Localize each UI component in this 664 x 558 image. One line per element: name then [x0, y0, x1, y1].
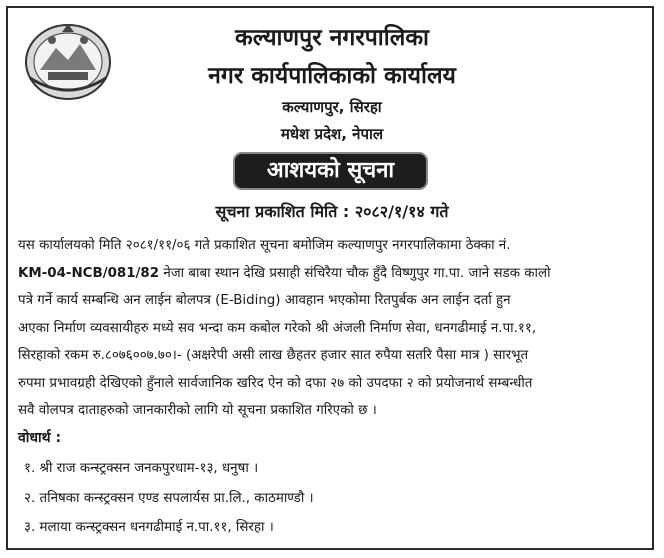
- recipient-item: २. तनिषका कन्स्ट्रक्सन एण्ड सपलार्यस प्रा.लि., काठमाण्डौ ।: [24, 491, 314, 506]
- recipient-item: १. श्री राज कन्स्ट्रक्सन जनकपुरधाम-१३, धनुषा ।: [24, 461, 259, 476]
- contract-number: KM-04-NCB/081/82: [18, 265, 160, 281]
- recipients-heading: वोधार्थ :: [18, 430, 62, 446]
- body-line: सिरहाको रकम रु.८०७६००७.७०।- (अक्षरेपी असी लाख छैहतर हजार सात रुपैया सतरि पैसा मात्र ) सारभूत: [18, 348, 529, 363]
- body-line: सवै वोलपत्र दाताहरुको जानकारीको लागि यो सूचना प्रकाशित गरिएको छ ।: [18, 403, 377, 418]
- published-date: सूचना प्रकाशित मिति : २०८२/१/१४ गते: [215, 202, 449, 221]
- body-line: पत्रे गर्ने कार्य सम्बन्धि अन लाईन बोलपत्र (E-Biding) आवहान भएकोमा रितपुर्बक अन लाईन दर्ता हुन: [18, 293, 511, 308]
- notice-body: [18, 232, 650, 425]
- office-title: नगर कार्यपालिकाको कार्यालय: [208, 63, 456, 89]
- address: कल्याणपुर, सिरहा: [282, 98, 382, 116]
- body-line-text: नेजा बाबा स्थान देखि प्रसाही संचिरैया चौक हुँदै विष्णुपुर गा.पा. जाने सडक कालो: [159, 265, 551, 281]
- municipality-title: कल्याणपुर नगरपालिका: [235, 25, 429, 51]
- body-line: [18, 260, 650, 288]
- notice-heading-badge: आशयको सूचना: [233, 152, 428, 190]
- body-line: रुपमा प्रभावग्रही देखिएको हुँनाले सार्वजानिक खरिद ऐन को दफा २७ को उपदफा २ को प्रयोजनार्थ सम्बन्धीत: [18, 375, 533, 391]
- body-line: यस कार्यालयको मिति २०८१/११/०६ गते प्रकाशित सूचना बमोजिम कल्याणपुर नगरपालिकामा ठेक्का नं.: [18, 238, 511, 253]
- recipient-item: ३. मलाया कन्स्ट्रक्सन धनगढीमाई न.पा.११, सिरहा ।: [24, 520, 274, 535]
- body-line: अएका निर्माण व्यवसायीहरु मध्ये सव भन्दा कम कबोल गरेको श्री अंजली निर्माण सेवा, धनगढीमाई न.पा.११,: [18, 320, 537, 336]
- province: मधेश प्रदेश, नेपाल: [280, 125, 384, 143]
